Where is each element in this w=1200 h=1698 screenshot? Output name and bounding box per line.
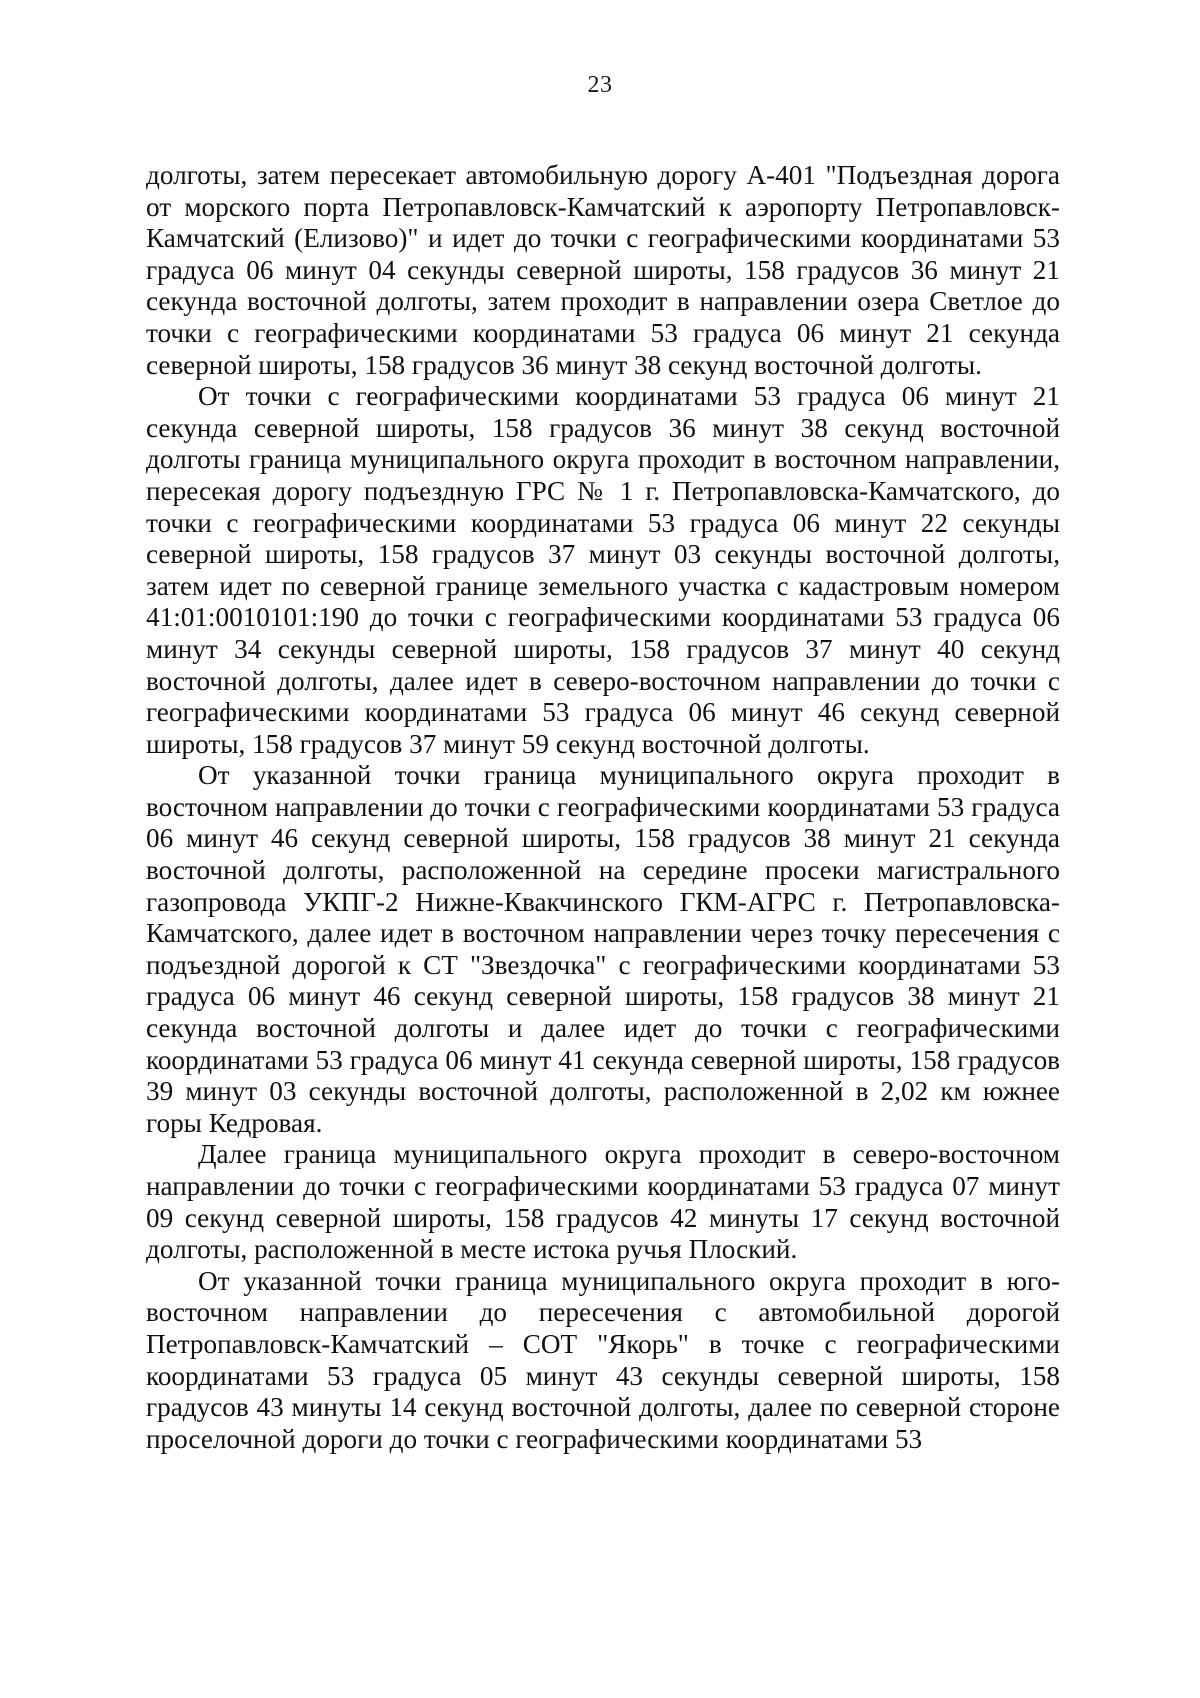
paragraph: От указанной точки граница муниципального округа проходит в восточном направлении до точки с географическими координатами 53 градуса 06 минут 46 секунд северной широты, 158 градусов 38 минут 21 секунда восточной долготы, расположенной на середине просеки магистрального газопровода УКПГ-2 Нижне-Квакчинского ГКМ-АГРС г. Петропавловска-Камчатского, далее идет в восточном направлении через точку пересечения с подъездной дорогой к СТ "Звездочка" с географическими координатами 53 градуса 06 минут 46 секунд северной широты, 158 градусов 38 минут 21 секунда восточной долготы и далее идет до точки с географическими координатами 53 градуса 06 минут 41 секунда северной широты, 158 градусов 39 минут 03 секунды восточной долготы, расположенной в 2,02 км южнее горы Кедровая.	[146, 760, 1060, 1138]
page-number: 23	[587, 72, 613, 98]
paragraph-continuation: долготы, затем пересекает автомобильную дорогу А-401 "Подъездная дорога от морского порта Петропавловск-Камчатский к аэропорту Петропавловск-Камчатский (Елизово)" и идет до точки с географическими координатами 53 градуса 06 минут 04 секунды северной широты, 158 градусов 36 минут 21 секунда восточной долготы, затем проходит в направлении озера Светлое до точки с географическими координатами 53 градуса 06 минут 21 секунда северной широты, 158 градусов 36 минут 38 секунд восточной долготы.	[146, 160, 1060, 380]
document-body	[146, 160, 1060, 1455]
paragraph: От указанной точки граница муниципального округа проходит в юго-восточном направлении до пересечения с автомобильной дорогой Петропавловск-Камчатский – СОТ "Якорь" в точке с географическими координатами 53 градуса 05 минут 43 секунды северной широты, 158 градусов 43 минуты 14 секунд восточной долготы, далее по северной стороне проселочной дороги до точки с географическими координатами 53	[146, 1265, 1060, 1454]
paragraph: От точки с географическими координатами 53 градуса 06 минут 21 секунда северной широты, 158 градусов 36 минут 38 секунд восточной долготы граница муниципального округа проходит в восточном направлении, пересекая дорогу подъездную ГРС № 1 г. Петропавловска-Камчатского, до точки с географическими координатами 53 градуса 06 минут 22 секунды северной широты, 158 градусов 37 минут 03 секунды восточной долготы, затем идет по северной границе земельного участка с кадастровым номером 41:01:0010101:190 до точки с географическими координатами 53 градуса 06 минут 34 секунды северной широты, 158 градусов 37 минут 40 секунд восточной долготы, далее идет в северо-восточном направлении до точки с географическими координатами 53 градуса 06 минут 46 секунд северной широты, 158 градусов 37 минут 59 секунд восточной долготы.	[146, 381, 1060, 759]
paragraph: Далее граница муниципального округа проходит в северо-восточном направлении до точки с географическими координатами 53 градуса 07 минут 09 секунд северной широты, 158 градусов 42 минуты 17 секунд восточной долготы, расположенной в месте истока ручья Плоский.	[146, 1139, 1060, 1265]
